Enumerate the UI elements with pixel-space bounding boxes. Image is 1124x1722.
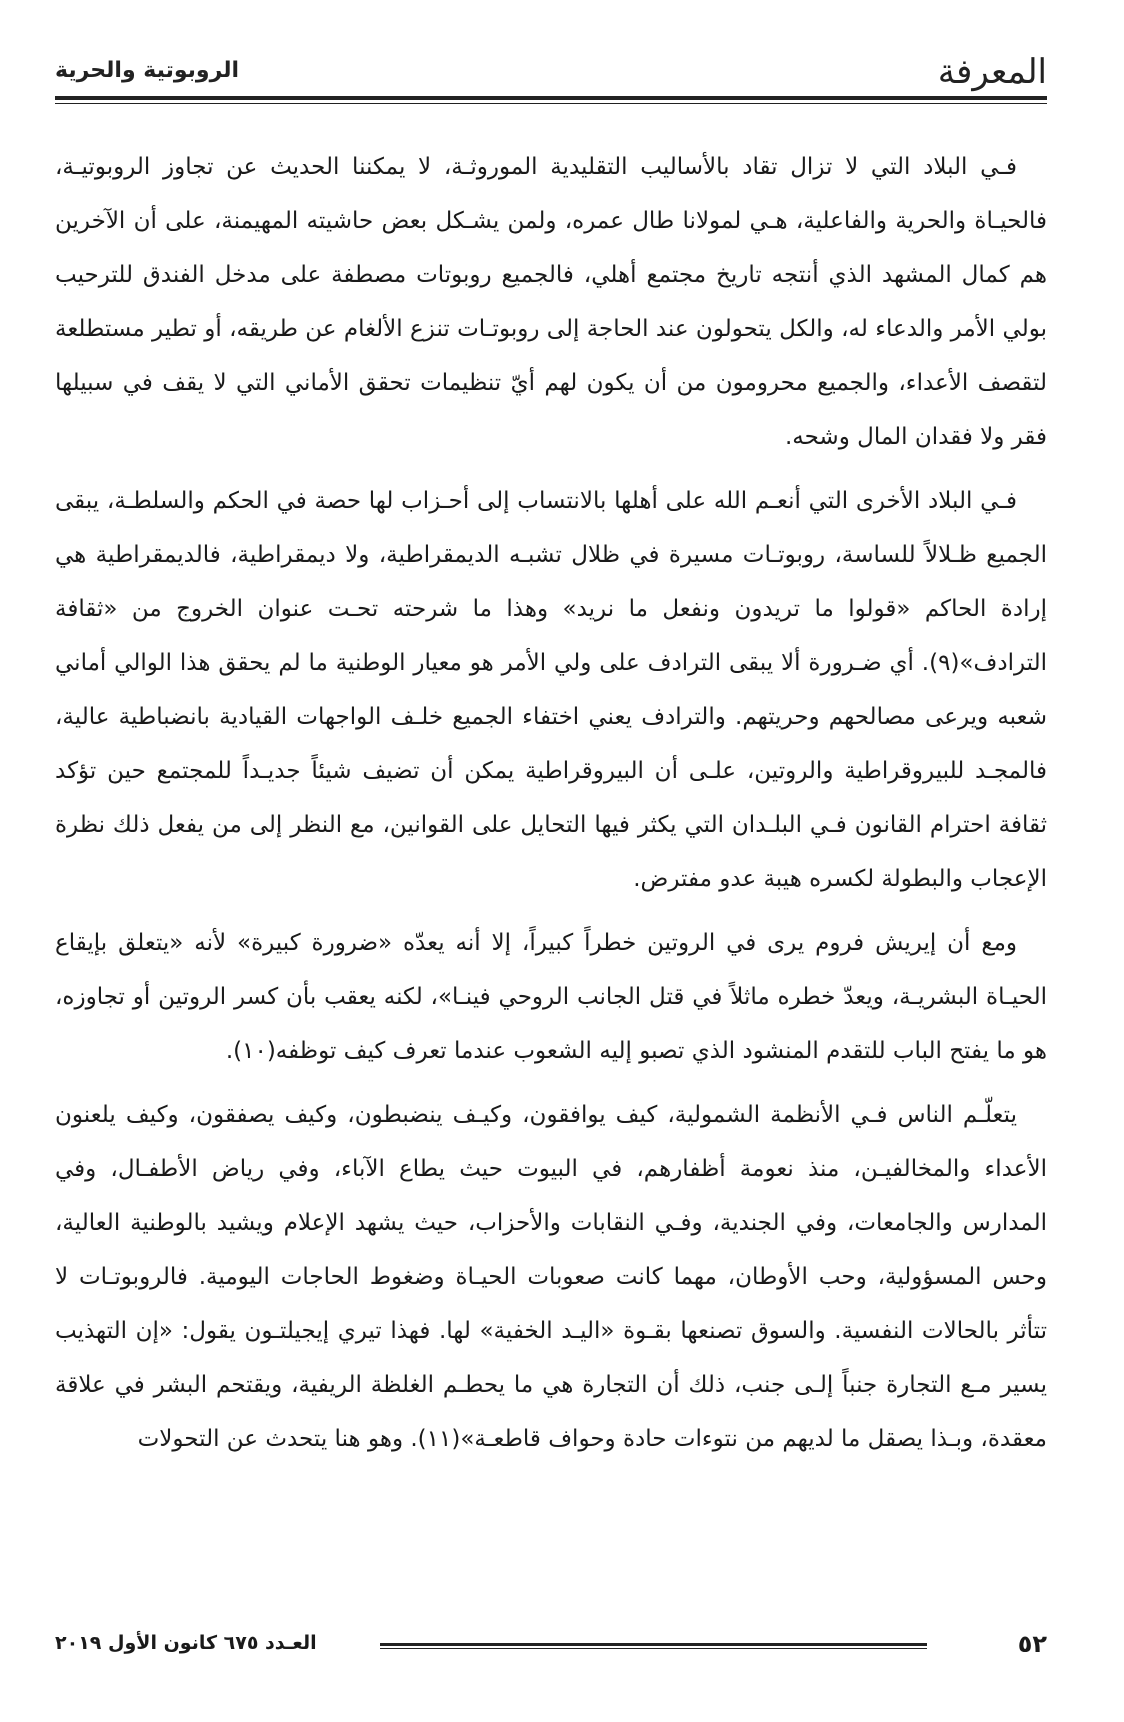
footer-rule-thin — [380, 1648, 927, 1649]
paragraph: يتعلّـم الناس فـي الأنظمة الشمولية، كيف يوافقون، وكيـف ينضبطون، وكيف يصفقون، وكيف يلعنون الأعداء والمخالفيـن، منذ نعومة أظفارهم، في البيوت حيث يطاع الآباء، وفي رياض الأطفـال، وفي المدارس والجامعات، وفي الجندية، وفـي النقابات والأحزاب، حيث يشهد الإعلام ويشيد بالوطنية العالية، وحس المسؤولية، وحب الأوطان، مهما كانت صعوبات الحيـاة وضغوط الحاجات اليومية. فالروبوتـات لا تتأثر بالحالات النفسية. والسوق تصنعها بقـوة «اليـد الخفية» لها. فهذا تيري إيجيلتـون يقول: «إن التهذيب يسير مـع التجارة جنباً إلـى جنب، ذلك أن التجارة هي ما يحطـم الغلظة الريفية، ويقتحم البشر في علاقة معقدة، وبـذا يصقل ما لديهم من نتوءات حادة وحواف قاطعـة»(١١). وهو هنا يتحدث عن التحولات — [55, 1102, 1047, 1452]
paragraph: ومع أن إيريش فروم يرى في الروتين خطراً كبيراً، إلا أنه يعدّه «ضرورة كبيرة» لأنه «يتعلق بإيقاع الحيـاة البشريـة، ويعدّ خطره ماثلاً في قتل الجانب الروحي فينـا»، لكنه يعقب بأن كسر الروتين أو تجاوزه، هو ما يفتح الباب للتقدم المنشود الذي تصبو إليه الشعوب عندما تعرف كيف توظفه(١٠). — [55, 930, 1047, 1064]
header-rule — [55, 96, 1047, 100]
page-header — [55, 44, 1047, 104]
running-title: الروبوتية والحرية — [55, 58, 240, 83]
paragraph: فـي البلاد التي لا تزال تقاد بالأساليب التقليدية الموروثـة، لا يمكننا الحديث عن تجاوز الروبوتيـة، فالحيـاة والحرية والفاعلية، هـي لمولانا طال عمره، ولمن يشـكل بعض حاشيته المهيمنة، على أن الآخرين هم كمال المشهد الذي أنتجه تاريخ مجتمع أهلي، فالجميع روبوتات مصطفة على مدخل الفندق للترحيب بولي الأمر والدعاء له، والكل يتحولون عند الحاجة إلى روبوتـات تنزع الألغام عن طريقه، أو تطير مستطلعة لتقصف الأعداء، والجميع محرومون من أن يكون لهم أيّ تنظيمات تحقق الأماني التي لا يقف في سبيلها فقر ولا فقدان المال وشحه. — [55, 154, 1047, 450]
paragraph: فـي البلاد الأخرى التي أنعـم الله على أهلها بالانتساب إلى أحـزاب لها حصة في الحكم والسلطـة، يبقى الجميع ظـلالاً للساسة، روبوتـات مسيرة في ظلال تشبـه الديمقراطية، ولا ديمقراطية، فالديمقراطية هي إرادة الحاكم «قولوا ما تريدون ونفعل ما نريد» وهذا ما شرحته تحـت عنوان الخروج من «ثقافة الترادف»(٩). أي ضـرورة ألا يبقى الترادف على ولي الأمر هو معيار الوطنية ما لم يحقق هذا الوالي أماني شعبه ويرعى مصالحهم وحريتهم. والترادف يعني اختفاء الجميع خلـف الواجهات القيادية بانضباطية عالية، فالمجـد للبيروقراطية والروتين، علـى أن البيروقراطية يمكن أن تضيف شيئاً جديـداً للمجتمع حين تؤكد ثقافة احترام القانون فـي البلـدان التي يكثر فيها التحايل على القوانين، مع النظر إلى من يفعل ذلك نظرة الإعجاب والبطولة لكسره هيبة عدو مفترض. — [55, 488, 1047, 892]
footer-rule — [380, 1643, 927, 1646]
header-rule-thin — [55, 103, 1047, 104]
magazine-logo: المعرفة — [937, 52, 1047, 92]
page-footer — [55, 1630, 1047, 1670]
page-number: ٥٢ — [1017, 1630, 1047, 1658]
article-body — [55, 140, 1047, 1476]
issue-info: العـدد ٦٧٥ كانون الأول ٢٠١٩ — [55, 1632, 317, 1654]
